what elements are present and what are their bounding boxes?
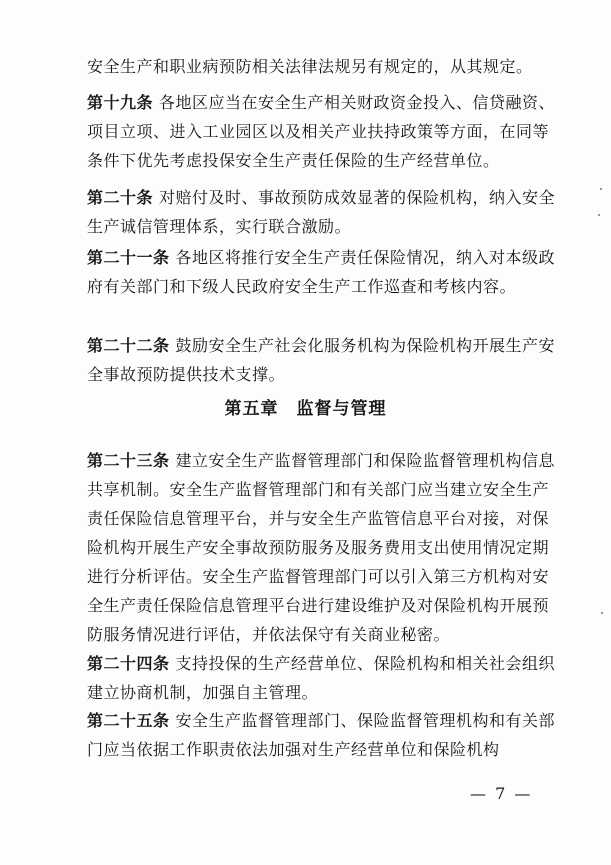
scan-speck (601, 612, 603, 614)
article-21 (87, 243, 557, 301)
paragraph-continuation (87, 52, 557, 81)
article-number: 第二十五条 (87, 711, 170, 730)
article-text: 建立安全生产监督管理部门和保险监督管理机构信息共享机制。安全生产监督管理部门和有关部门应当建立安全生产责任保险信息管理平台，并与安全生产监管信息平台对接，对保险机构开展生产安全事故预防服务及服务费用支出使用情况定期进行分析评估。安全生产监督管理部门可以引入第三方机构对安全生产责任保险信息管理平台进行建设维护及对保险机构开展预防服务情况进行评估，并依法保守有关商业秘密。 (87, 451, 556, 644)
article-number: 第二十三条 (87, 451, 170, 470)
page-number: — 7 — (470, 784, 533, 803)
scan-speck (600, 188, 602, 190)
scan-speck (598, 214, 600, 216)
article-20 (87, 183, 557, 241)
article-number: 第二十一条 (87, 248, 170, 267)
article-number: 第二十四条 (87, 654, 170, 673)
chapter-title: 第五章 监督与管理 (224, 399, 387, 419)
article-number: 第二十条 (87, 188, 154, 207)
article-number: 第十九条 (87, 93, 154, 112)
article-text: 各地区将推行安全生产责任保险情况，纳入对本级政府有关部门和下级人民政府安全生产工作巡查和考核内容。 (87, 248, 556, 296)
article-text: 安全生产监督管理部门、保险监督管理机构和有关部门应当依据工作职责依法加强对生产经营单位和保险机构 (87, 711, 556, 759)
article-text: 对赔付及时、事故预防成效显著的保险机构，纳入安全生产诚信管理体系，实行联合激励。 (87, 188, 556, 236)
article-number: 第二十二条 (87, 336, 170, 355)
article-23 (87, 446, 557, 649)
article-19 (87, 88, 557, 175)
paragraph-text: 安全生产和职业病预防相关法律法规另有规定的，从其规定。 (87, 57, 533, 76)
article-text: 鼓励安全生产社会化服务机构为保险机构开展生产安全事故预防提供技术支撑。 (87, 336, 556, 384)
article-22 (87, 331, 557, 389)
article-24 (87, 649, 557, 707)
article-25 (87, 706, 557, 764)
article-text: 各地区应当在安全生产相关财政资金投入、信贷融资、项目立项、进入工业园区以及相关产业扶持政策等方面，在同等条件下优先考虑投保安全生产责任保险的生产经营单位。 (87, 93, 556, 170)
article-text: 支持投保的生产经营单位、保险机构和相关社会组织建立协商机制，加强自主管理。 (87, 654, 556, 702)
